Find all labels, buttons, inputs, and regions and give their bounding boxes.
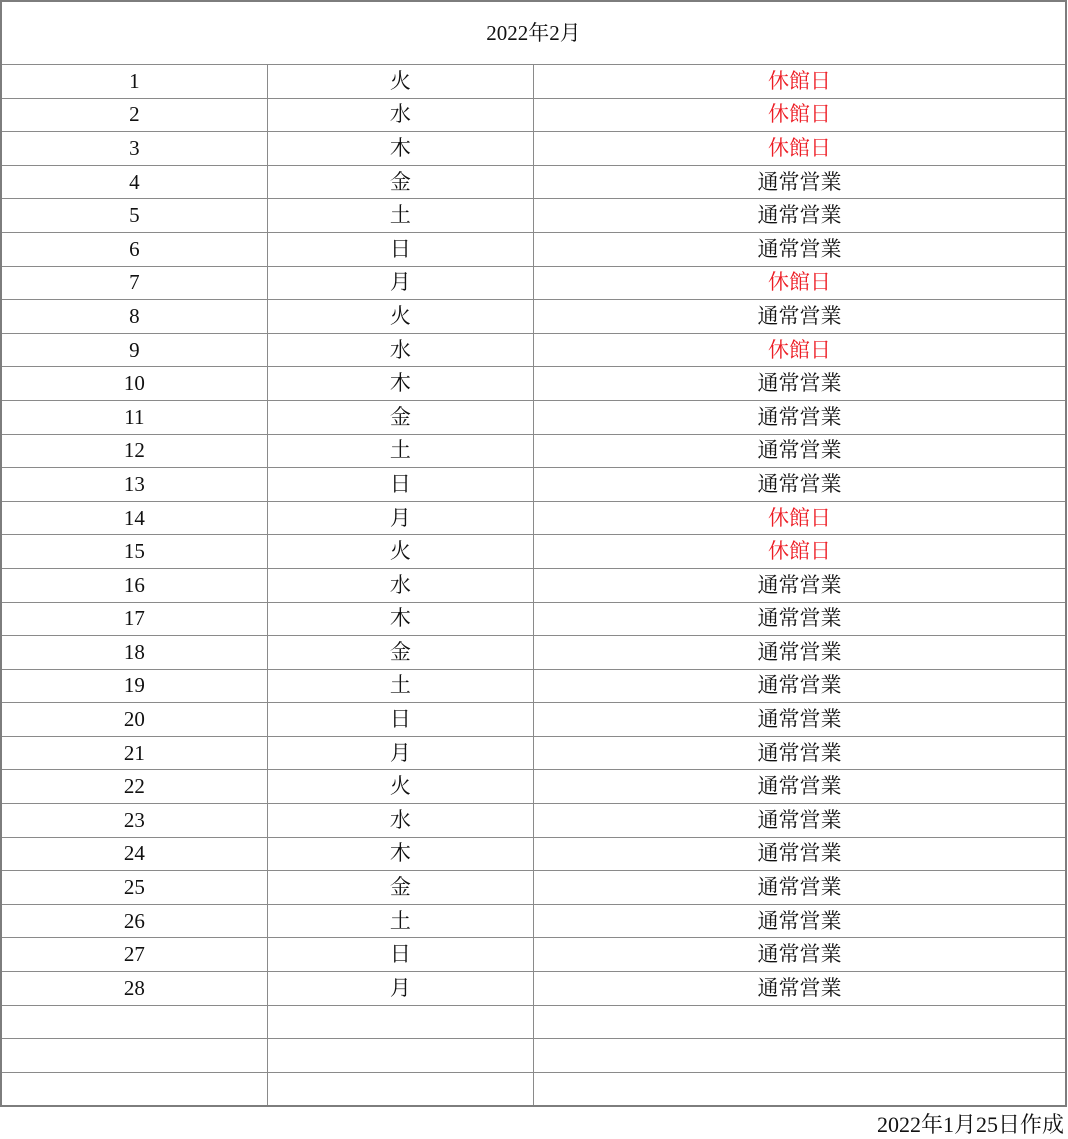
status-cell: 通常営業: [534, 400, 1067, 434]
day-cell: 26: [1, 904, 267, 938]
table-row: [1, 837, 1066, 871]
weekday-cell: 土: [267, 904, 533, 938]
page-title: 2022年2月: [1, 1, 1066, 65]
weekday-cell: 月: [267, 736, 533, 770]
day-cell: 19: [1, 669, 267, 703]
status-cell: [534, 1005, 1067, 1039]
table-row: [1, 1039, 1066, 1073]
table-row: [1, 535, 1066, 569]
weekday-cell: 水: [267, 98, 533, 132]
table-row: [1, 636, 1066, 670]
status-cell: 通常営業: [534, 703, 1067, 737]
day-cell: 21: [1, 736, 267, 770]
status-cell: 通常営業: [534, 636, 1067, 670]
day-cell: 8: [1, 300, 267, 334]
weekday-cell: 日: [267, 703, 533, 737]
weekday-cell: 水: [267, 804, 533, 838]
weekday-cell: 月: [267, 972, 533, 1006]
status-cell-closed: 休館日: [534, 98, 1067, 132]
day-cell: 7: [1, 266, 267, 300]
status-cell: 通常営業: [534, 871, 1067, 905]
table-row: [1, 602, 1066, 636]
table-row: [1, 972, 1066, 1006]
calendar-body: [1, 65, 1066, 1107]
weekday-cell: 金: [267, 636, 533, 670]
weekday-cell: 木: [267, 602, 533, 636]
day-cell: 27: [1, 938, 267, 972]
day-cell: [1, 1072, 267, 1106]
weekday-cell: [267, 1005, 533, 1039]
weekday-cell: 日: [267, 938, 533, 972]
status-cell: 通常営業: [534, 770, 1067, 804]
status-cell: 通常営業: [534, 602, 1067, 636]
table-row: [1, 65, 1066, 99]
weekday-cell: 土: [267, 669, 533, 703]
table-row: [1, 1005, 1066, 1039]
weekday-cell: [267, 1072, 533, 1106]
weekday-cell: 日: [267, 468, 533, 502]
table-row: [1, 1072, 1066, 1106]
weekday-cell: 木: [267, 132, 533, 166]
day-cell: 22: [1, 770, 267, 804]
day-cell: 5: [1, 199, 267, 233]
day-cell: 12: [1, 434, 267, 468]
table-row: [1, 400, 1066, 434]
day-cell: 15: [1, 535, 267, 569]
day-cell: 25: [1, 871, 267, 905]
weekday-cell: 土: [267, 434, 533, 468]
day-cell: 6: [1, 232, 267, 266]
table-row: [1, 770, 1066, 804]
status-cell: 通常営業: [534, 669, 1067, 703]
table-row: [1, 98, 1066, 132]
weekday-cell: 火: [267, 65, 533, 99]
status-cell: 通常営業: [534, 568, 1067, 602]
status-cell: [534, 1039, 1067, 1073]
weekday-cell: 水: [267, 568, 533, 602]
table-row: [1, 300, 1066, 334]
day-cell: [1, 1005, 267, 1039]
status-cell: 通常営業: [534, 904, 1067, 938]
weekday-cell: 木: [267, 837, 533, 871]
day-cell: 1: [1, 65, 267, 99]
day-cell: 17: [1, 602, 267, 636]
day-cell: 10: [1, 367, 267, 401]
day-cell: 2: [1, 98, 267, 132]
table-row: [1, 501, 1066, 535]
status-cell-closed: 休館日: [534, 333, 1067, 367]
weekday-cell: 日: [267, 232, 533, 266]
day-cell: 23: [1, 804, 267, 838]
weekday-cell: [267, 1039, 533, 1073]
weekday-cell: 月: [267, 266, 533, 300]
table-row: [1, 333, 1066, 367]
day-cell: 18: [1, 636, 267, 670]
table-row: [1, 266, 1066, 300]
status-cell: 通常営業: [534, 165, 1067, 199]
status-cell: 通常営業: [534, 736, 1067, 770]
day-cell: 16: [1, 568, 267, 602]
table-row: [1, 132, 1066, 166]
table-row: [1, 232, 1066, 266]
day-cell: 3: [1, 132, 267, 166]
day-cell: 9: [1, 333, 267, 367]
status-cell: 通常営業: [534, 972, 1067, 1006]
table-row: [1, 367, 1066, 401]
status-cell-closed: 休館日: [534, 266, 1067, 300]
status-cell: 通常営業: [534, 938, 1067, 972]
status-cell: 通常営業: [534, 434, 1067, 468]
table-row: [1, 669, 1066, 703]
day-cell: 4: [1, 165, 267, 199]
table-row: [1, 871, 1066, 905]
table-row: [1, 199, 1066, 233]
weekday-cell: 金: [267, 165, 533, 199]
table-row: [1, 468, 1066, 502]
status-cell: 通常営業: [534, 468, 1067, 502]
day-cell: 28: [1, 972, 267, 1006]
status-cell: 通常営業: [534, 300, 1067, 334]
day-cell: 11: [1, 400, 267, 434]
weekday-cell: 火: [267, 300, 533, 334]
table-row: [1, 938, 1066, 972]
weekday-cell: 土: [267, 199, 533, 233]
day-cell: 14: [1, 501, 267, 535]
table-row: [1, 904, 1066, 938]
table-row: [1, 804, 1066, 838]
weekday-cell: 金: [267, 871, 533, 905]
weekday-cell: 火: [267, 535, 533, 569]
table-row: [1, 736, 1066, 770]
created-date-note: 2022年1月25日作成: [876, 1112, 1064, 1137]
status-cell: 通常営業: [534, 232, 1067, 266]
day-cell: [1, 1039, 267, 1073]
table-row: [1, 703, 1066, 737]
status-cell: 通常営業: [534, 199, 1067, 233]
day-cell: 24: [1, 837, 267, 871]
weekday-cell: 木: [267, 367, 533, 401]
status-cell-closed: 休館日: [534, 501, 1067, 535]
weekday-cell: 月: [267, 501, 533, 535]
weekday-cell: 金: [267, 400, 533, 434]
status-cell: 通常営業: [534, 837, 1067, 871]
status-cell: 通常営業: [534, 367, 1067, 401]
table-row: [1, 434, 1066, 468]
weekday-cell: 水: [267, 333, 533, 367]
day-cell: 20: [1, 703, 267, 737]
table-row: [1, 568, 1066, 602]
status-cell-closed: 休館日: [534, 132, 1067, 166]
status-cell-closed: 休館日: [534, 535, 1067, 569]
table-row: [1, 165, 1066, 199]
day-cell: 13: [1, 468, 267, 502]
status-cell: [534, 1072, 1067, 1106]
status-cell-closed: 休館日: [534, 65, 1067, 99]
title-row: [1, 1, 1066, 65]
weekday-cell: 火: [267, 770, 533, 804]
status-cell: 通常営業: [534, 804, 1067, 838]
